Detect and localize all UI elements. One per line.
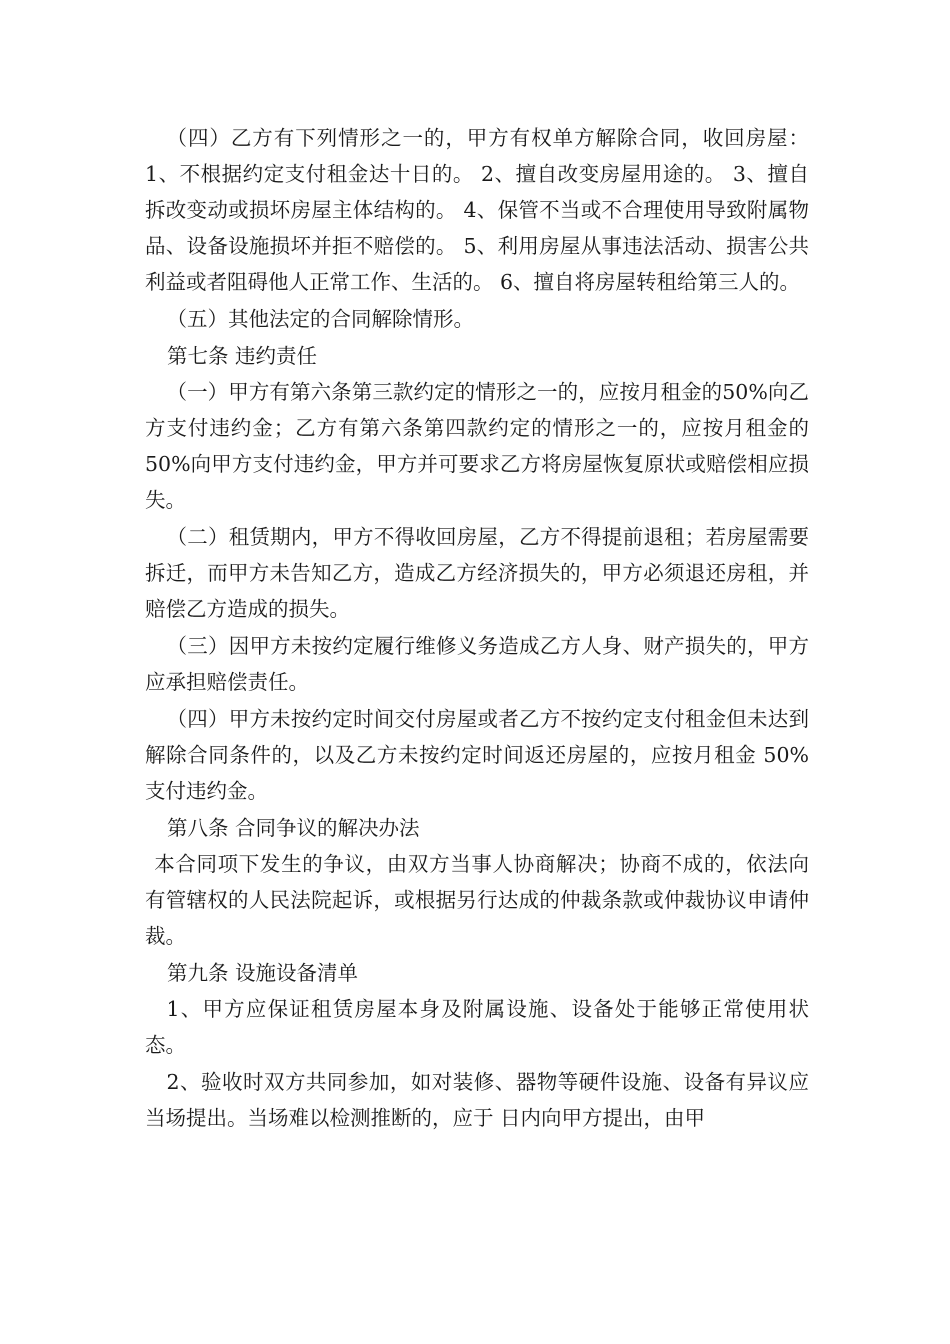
heading-article-7: 第七条 违约责任 [167,344,318,368]
paragraph-liability-4: （四）甲方未按约定时间交付房屋或者乙方不按约定支付租金但未达到解除合同条件的，以及乙方未按约定时间返还房屋的，应按月租金 50%支付违约金。 [145,707,809,803]
paragraph-facilities-2: 2、验收时双方共同参加，如对装修、器物等硬件设施、设备有异议应当场提出。当场难以检测推断的，应于 日内向甲方提出，由甲 [145,1070,809,1130]
paragraph-dispute-resolution: 本合同项下发生的争议，由双方当事人协商解决；协商不成的，依法向有管辖权的人民法院起诉，或根据另行达成的仲裁条款或仲裁协议申请仲裁。 [145,852,809,948]
paragraph-liability-2: （二）租赁期内，甲方不得收回房屋，乙方不得提前退租；若房屋需要拆迁，而甲方未告知乙方，造成乙方经济损失的，甲方必须退还房租，并赔偿乙方造成的损失。 [145,525,809,621]
paragraph-liability-3: （三）因甲方未按约定履行维修义务造成乙方人身、财产损失的，甲方应承担赔偿责任。 [145,634,809,694]
paragraph-liability-1: （一）甲方有第六条第三款约定的情形之一的，应按月租金的50%向乙方支付违约金；乙方有第六条第四款约定的情形之一的，应按月租金的 50%向甲方支付违约金，甲方并可要求乙方将房屋恢复原状或赔偿相应损失。 [145,380,809,512]
paragraph-termination-clause-4: （四）乙方有下列情形之一的，甲方有权单方解除合同，收回房屋： 1、不根据约定支付租金达十日的。 2、擅自改变房屋用途的。 3、擅自拆改变动或损坏房屋主体结构的。 4、保管不当或不合理使用导致附属物品、设备设施损坏并拒不赔偿的。 5、利用房屋从事违法活动、损害公共利益或者阻碍他人正常工作、生活的。 6、擅自将房屋转租给第三人的。 [145,126,809,294]
paragraph-termination-clause-5: （五）其他法定的合同解除情形。 [166,307,475,331]
heading-article-9: 第九条 设施设备清单 [167,961,359,985]
paragraph-facilities-1: 1、甲方应保证租赁房屋本身及附属设施、设备处于能够正常使用状态。 [145,997,809,1057]
document-body [145,120,809,1137]
heading-article-8: 第八条 合同争议的解决办法 [167,816,420,840]
